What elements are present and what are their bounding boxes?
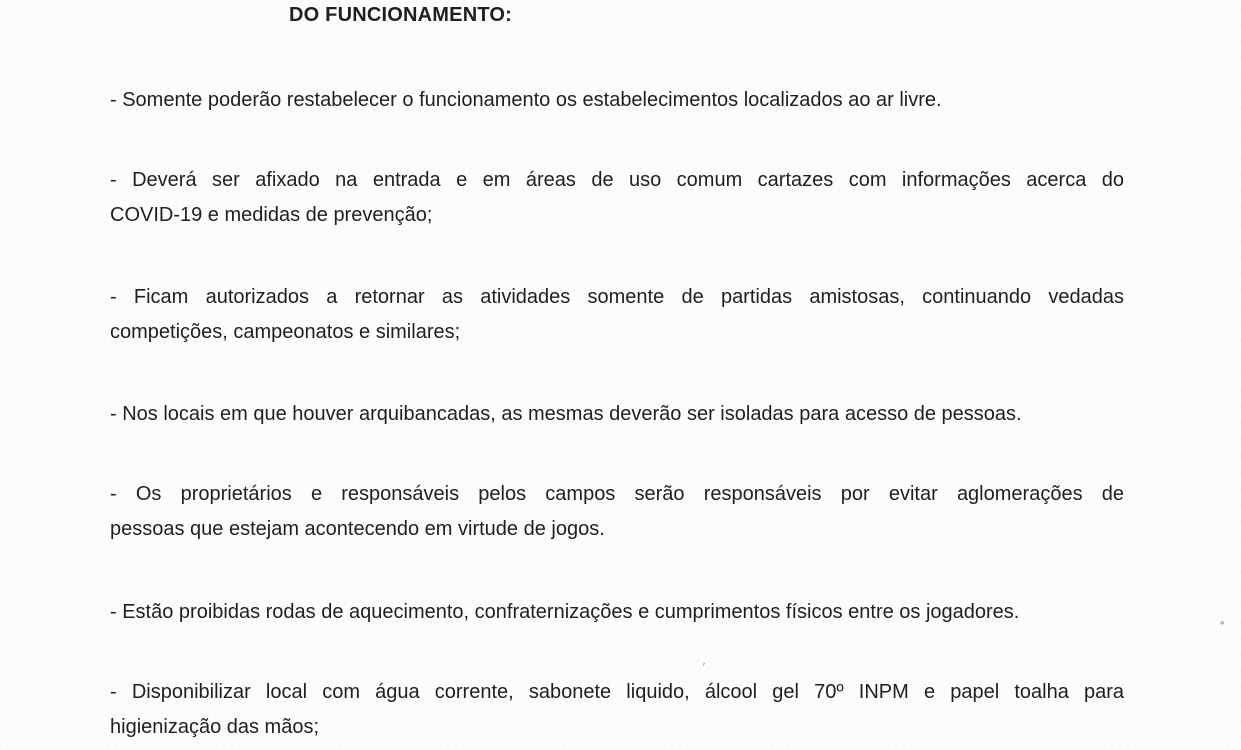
paragraph-line: - Deverá ser afixado na entrada e em áreas de uso comum cartazes com informações acerca do — [110, 169, 1124, 191]
section-heading: DO FUNCIONAMENTO: — [289, 4, 513, 26]
paragraph-line: competições, campeonatos e similares; — [110, 321, 461, 343]
paragraph-line: - Disponibilizar local com água corrente, sabonete liquido, álcool gel 70º INPM e papel toalha para — [110, 681, 1124, 703]
paragraph-6 — [110, 595, 1124, 630]
paragraph-7 — [110, 675, 1124, 745]
paragraph-4 — [110, 397, 1124, 432]
paragraph-line: COVID-19 e medidas de prevenção; — [110, 204, 433, 226]
paragraph-line: pessoas que estejam acontecendo em virtude de jogos. — [110, 518, 605, 540]
paragraph-1 — [110, 83, 1124, 118]
paragraph-line: - Os proprietários e responsáveis pelos campos serão responsáveis por evitar aglomerações de — [110, 483, 1124, 505]
paragraph-line: - Nos locais em que houver arquibancadas, as mesmas deverão ser isoladas para acesso de pessoas. — [110, 403, 1022, 425]
paragraph-line: - Estão proibidas rodas de aquecimento, confraternizações e cumprimentos físicos entre os jogadores. — [110, 601, 1020, 623]
paragraph-5 — [110, 477, 1124, 547]
scan-speck: ∘ — [1219, 618, 1226, 629]
paragraph-line: - Ficam autorizados a retornar as atividades somente de partidas amistosas, continuando vedadas — [110, 286, 1124, 308]
paragraph-line: higienização das mãos; — [110, 716, 320, 738]
paragraph-2 — [110, 163, 1124, 233]
paragraph-line: - Somente poderão restabelecer o funcionamento os estabelecimentos localizados ao ar livre. — [110, 89, 942, 111]
scan-speck: ′ — [703, 662, 705, 673]
paragraph-3 — [110, 280, 1124, 350]
